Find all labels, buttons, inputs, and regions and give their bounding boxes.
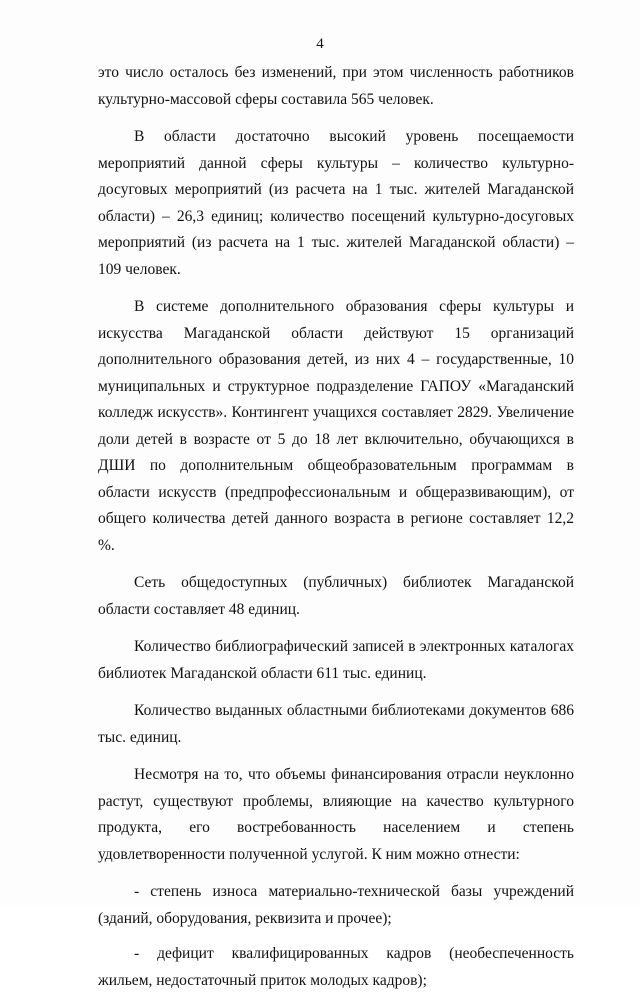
paragraph-attendance: В области достаточно высокий уровень посещаемости мероприятий данной сферы культуры – количество культурно-досуговых мероприятий (из расчета на 1 тыс. жителей Магаданской области) – 26,3 единиц; количество посещений культурно-досуговых мероприятий (из расчета на 1 тыс. жителей Магаданской области) – 109 человек. xyxy=(98,128,574,278)
paragraph-catalog-records: Количество библиографический записей в электронных каталогах библиотек Магаданской области 611 тыс. единиц. xyxy=(98,638,574,682)
paragraph-additional-education: В системе дополнительного образования сферы культуры и искусства Магаданской области действуют 15 организаций дополнительного образования детей, из них 4 – государственные, 10 муниципальных и структурное подразделение ГАПОУ «Магаданский колледж искусств». Контингент учащихся составляет 2829. Увеличение доли детей в возрасте от 5 до 18 лет включительно, обучающихся в ДШИ по дополнительным общеобразовательным программам в области искусств (предпрофессиональным и общеразвивающим), от общего количества детей данного возраста в регионе составляет 12,2 %. xyxy=(98,298,574,554)
document-body xyxy=(98,60,574,1003)
paragraph-continuation: это число осталось без изменений, при этом численность работников культурно-массовой сферы составила 565 человек. xyxy=(98,64,574,108)
paragraph-issued-documents: Количество выданных областными библиотеками документов 686 тыс. единиц. xyxy=(98,702,574,746)
list-item-depreciation: - степень износа материально-технической базы учреждений (зданий, оборудования, реквизита и прочее); xyxy=(98,883,574,927)
paragraph-problems-intro: Несмотря на то, что объемы финансирования отрасли неуклонно растут, существуют проблемы, влияющие на качество культурного продукта, его востребованность населением и степень удовлетворенности полученной услугой. К ним можно отнести: xyxy=(98,766,574,863)
page-number: 4 xyxy=(316,36,324,52)
list-item-staff-deficit: - дефицит квалифицированных кадров (необеспеченность жильем, недостаточный приток молодых кадров); xyxy=(98,945,574,989)
paragraph-library-network: Сеть общедоступных (публичных) библиотек Магаданской области составляет 48 единиц. xyxy=(98,574,574,618)
